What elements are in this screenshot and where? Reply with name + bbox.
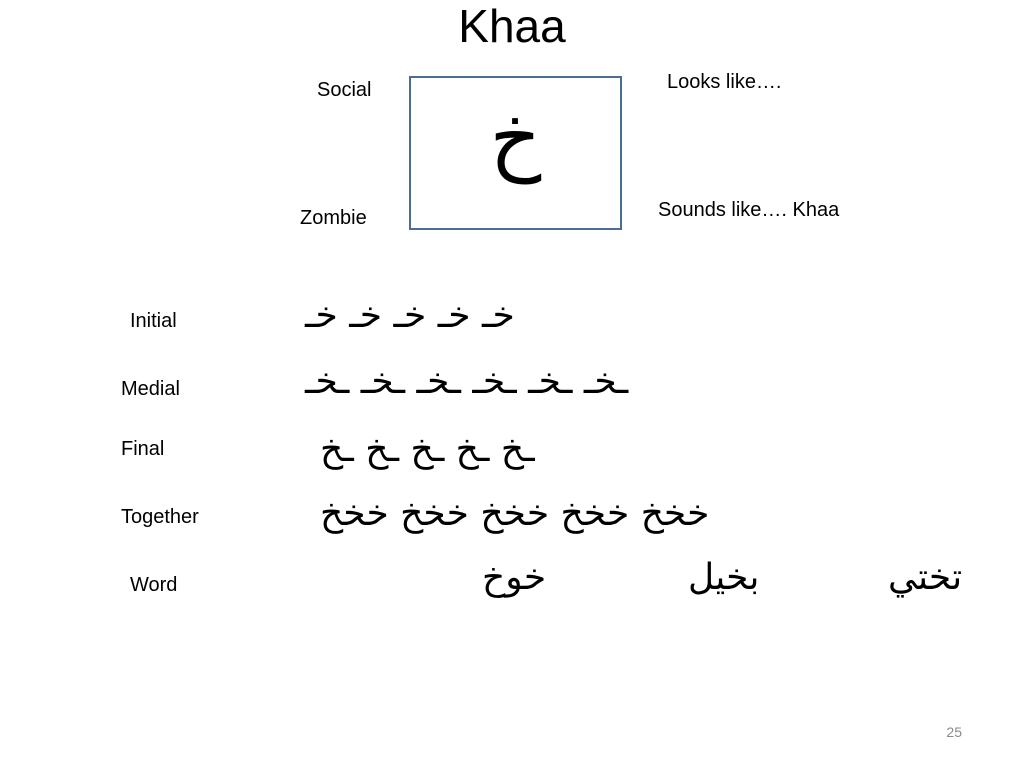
mnemonic-zombie-label: Zombie	[300, 207, 367, 229]
row-label-final: Final	[121, 438, 165, 460]
row-label-initial: Initial	[130, 310, 177, 332]
word-takhti: تختي	[888, 557, 963, 598]
medial-forms: ـخـ ـخـ ـخـ ـخـ ـخـ ـخـ	[305, 361, 629, 402]
word-bakhil: بخيل	[688, 557, 760, 598]
slide-title: Khaa	[458, 0, 566, 52]
arabic-letter: خ	[489, 91, 542, 184]
page-number: 25	[946, 724, 962, 740]
row-label-together: Together	[121, 506, 199, 528]
together-forms: خخخ خخخ خخخ خخخ خخخ	[320, 493, 710, 534]
row-label-word: Word	[130, 574, 178, 596]
row-label-medial: Medial	[121, 378, 180, 400]
sounds-like-label: Sounds like…. Khaa	[658, 199, 840, 221]
final-forms: ـخ ـخ ـخ ـخ ـخ	[320, 429, 535, 470]
letter-card	[409, 76, 622, 230]
initial-forms: خـ خـ خـ خـ خـ	[305, 295, 515, 336]
word-khokh: خوخ	[482, 557, 547, 598]
mnemonic-social-label: Social	[317, 79, 372, 101]
looks-like-label: Looks like….	[667, 71, 782, 93]
